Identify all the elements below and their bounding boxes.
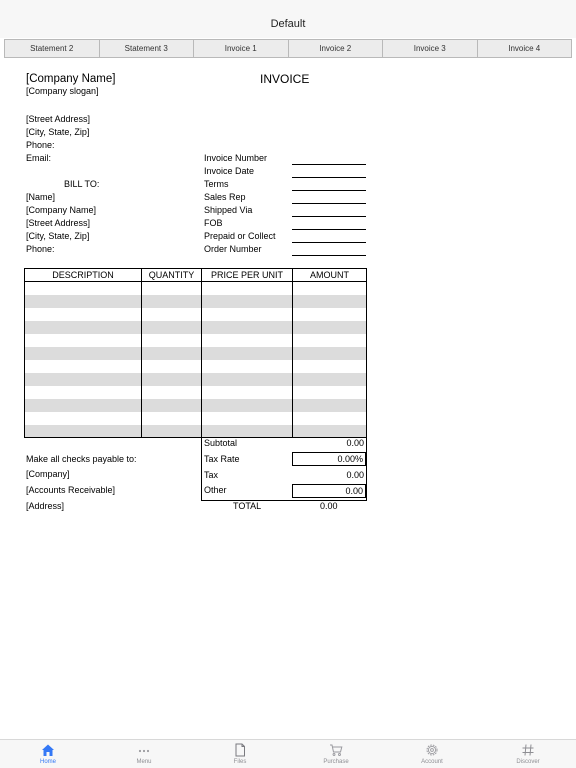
payable-company[interactable]: [Company] xyxy=(26,469,70,479)
tax-rate-label: Tax Rate xyxy=(204,454,240,464)
tax-value: 0.00 xyxy=(346,470,364,480)
email-label[interactable]: Email: xyxy=(26,153,52,163)
table-row[interactable] xyxy=(25,425,366,437)
tab-invoice-2[interactable]: Invoice 2 xyxy=(288,40,383,57)
more-icon xyxy=(137,743,151,757)
company-name[interactable]: [Company Name] xyxy=(26,73,116,85)
subtotal-value: 0.00 xyxy=(346,438,364,448)
tab-statement-3[interactable]: Statement 3 xyxy=(99,40,194,57)
bill-to-phone[interactable]: Phone: xyxy=(26,244,55,254)
tabbar-files-label: Files xyxy=(233,759,247,765)
tabbar-account[interactable] xyxy=(384,740,480,768)
payable-label: Make all checks payable to: xyxy=(26,454,137,464)
home-icon xyxy=(41,743,55,757)
tabbar-account-label: Account xyxy=(421,759,443,765)
tax-label: Tax xyxy=(204,470,219,480)
terms-input[interactable] xyxy=(292,190,366,191)
table-row[interactable] xyxy=(25,334,366,347)
tax-rate-input[interactable]: 0.00% xyxy=(292,452,366,466)
table-row[interactable] xyxy=(25,308,366,321)
invoice-date-input[interactable] xyxy=(292,177,366,178)
street-address[interactable]: [Street Address] xyxy=(26,114,91,124)
col-amount: AMOUNT xyxy=(310,270,349,280)
field-invoice-number: Invoice Number xyxy=(204,153,268,163)
file-icon xyxy=(233,743,247,757)
bottom-tab-bar xyxy=(0,739,576,768)
other-input[interactable]: 0.00 xyxy=(292,484,366,498)
field-prepaid-or-collect: Prepaid or Collect xyxy=(204,231,276,241)
company-slogan[interactable]: [Company slogan] xyxy=(26,86,99,96)
subtotal-label: Subtotal xyxy=(204,438,238,448)
col-price-per-unit: PRICE PER UNIT xyxy=(210,270,283,280)
column-divider xyxy=(141,269,142,437)
total-label: TOTAL xyxy=(233,501,262,511)
bill-to-name[interactable]: [Name] xyxy=(26,192,56,202)
field-order-number: Order Number xyxy=(204,244,262,254)
table-row[interactable] xyxy=(25,295,366,308)
tab-statement-2[interactable]: Statement 2 xyxy=(30,44,74,53)
tabbar-purchase-label: Purchase xyxy=(323,759,349,765)
city-state-zip[interactable]: [City, State, Zip] xyxy=(26,127,90,137)
field-terms: Terms xyxy=(204,179,229,189)
invoice-number-input[interactable] xyxy=(292,164,366,165)
field-sales-rep: Sales Rep xyxy=(204,192,246,202)
table-row[interactable] xyxy=(25,412,366,425)
table-header xyxy=(25,269,366,282)
sales-rep-input[interactable] xyxy=(292,203,366,204)
tabbar-discover[interactable] xyxy=(480,740,576,768)
shipped-via-input[interactable] xyxy=(292,216,366,217)
gear-icon xyxy=(425,743,439,757)
table-row[interactable] xyxy=(25,321,366,334)
field-fob: FOB xyxy=(204,218,223,228)
other-label: Other xyxy=(204,485,227,495)
field-invoice-date: Invoice Date xyxy=(204,166,255,176)
tab-invoice-3[interactable]: Invoice 3 xyxy=(382,40,477,57)
window-title: Default xyxy=(270,18,306,30)
tabbar-home-label: Home xyxy=(39,759,56,765)
phone-label[interactable]: Phone: xyxy=(26,140,55,150)
tabbar-discover-label: Discover xyxy=(516,759,540,765)
sheet-tabs xyxy=(4,39,572,58)
table-row[interactable] xyxy=(25,347,366,360)
title-bar xyxy=(0,0,576,38)
column-divider xyxy=(201,269,202,437)
totals-left-border xyxy=(201,437,202,501)
tab-invoice-1[interactable]: Invoice 1 xyxy=(193,40,288,57)
tab-invoice-4[interactable]: Invoice 4 xyxy=(477,40,572,57)
total-value: 0.00 xyxy=(320,501,338,511)
totals-bottom-border xyxy=(201,500,367,501)
invoice-title: INVOICE xyxy=(260,72,310,86)
tabbar-files[interactable] xyxy=(192,740,288,768)
tabbar-home[interactable] xyxy=(0,740,96,768)
hashtag-icon xyxy=(521,743,535,757)
field-shipped-via: Shipped Via xyxy=(204,205,253,215)
col-quantity: QUANTITY xyxy=(148,270,195,280)
tabbar-purchase[interactable] xyxy=(288,740,384,768)
table-row[interactable] xyxy=(25,386,366,399)
bill-to-street[interactable]: [Street Address] xyxy=(26,218,91,228)
line-items-table xyxy=(24,268,367,438)
table-row[interactable] xyxy=(25,282,366,295)
totals-right-border xyxy=(366,437,367,501)
order-number-input[interactable] xyxy=(292,255,366,256)
bill-to-company[interactable]: [Company Name] xyxy=(26,205,97,215)
payable-address[interactable]: [Address] xyxy=(26,501,65,511)
table-row[interactable] xyxy=(25,399,366,412)
cart-icon xyxy=(329,743,343,757)
col-description: DESCRIPTION xyxy=(52,270,114,280)
payable-accounts-receivable[interactable]: [Accounts Receivable] xyxy=(26,485,116,495)
table-row[interactable] xyxy=(25,373,366,386)
prepaid-input[interactable] xyxy=(292,242,366,243)
column-divider xyxy=(292,269,293,437)
table-row[interactable] xyxy=(25,360,366,373)
fob-input[interactable] xyxy=(292,229,366,230)
bill-to-label: BILL TO: xyxy=(64,179,100,189)
tabbar-menu[interactable] xyxy=(96,740,192,768)
bill-to-city[interactable]: [City, State, Zip] xyxy=(26,231,90,241)
tabbar-menu-label: Menu xyxy=(136,759,152,765)
